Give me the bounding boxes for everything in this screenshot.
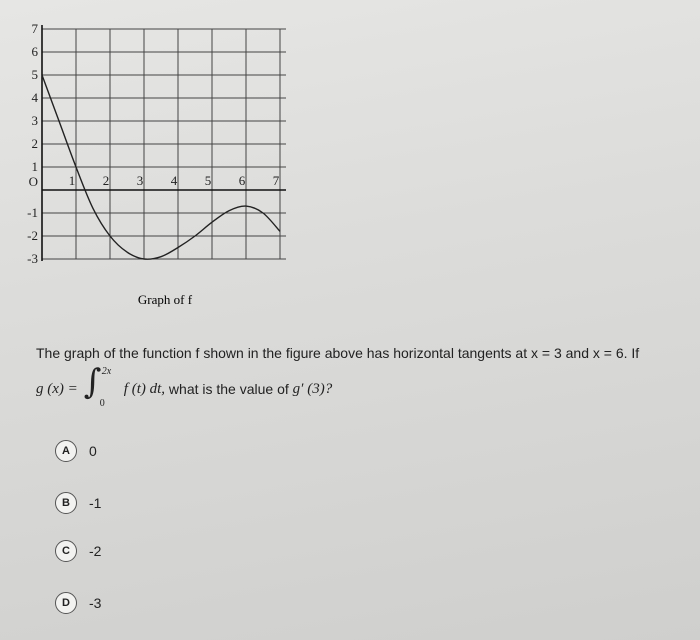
- choice-a[interactable]: [55, 440, 97, 462]
- choice-c[interactable]: [55, 540, 101, 562]
- g-prime: g′ (3)?: [292, 380, 333, 397]
- x-tick-label: 3: [136, 173, 144, 188]
- x-tick-label: 6: [238, 173, 246, 188]
- x-tick-label: 4: [170, 173, 178, 188]
- choice-d[interactable]: [55, 592, 101, 614]
- x-tick-label: 7: [272, 173, 280, 188]
- choice-letter: A: [55, 440, 77, 462]
- x-tick-label: 5: [204, 173, 212, 188]
- question-text: The graph of the function f shown in the figure above has horizontal tangents at x = 3 and x = 6. If: [36, 345, 640, 361]
- prompt-text: what is the value of: [168, 381, 289, 397]
- y-tick-label: 4: [31, 90, 38, 105]
- choice-text: -3: [89, 595, 102, 611]
- x-tick-label: 2: [102, 173, 110, 188]
- integral-lower-limit: 0: [99, 398, 105, 409]
- g-definition: g (x) =: [36, 380, 78, 397]
- integrand: f (t) dt,: [123, 380, 166, 397]
- choice-b[interactable]: [55, 492, 101, 514]
- y-tick-label: 2: [31, 136, 38, 151]
- x-tick-label: 1: [68, 173, 76, 188]
- integral-upper-limit: 2x: [101, 366, 112, 377]
- y-tick-label: O: [28, 174, 38, 189]
- y-tick-label: -3: [27, 251, 38, 266]
- y-tick-label: 3: [31, 113, 38, 128]
- integral-sign: ∫ 2x 0: [83, 362, 112, 409]
- choice-text: 0: [89, 443, 97, 459]
- y-tick-label: 7: [31, 21, 38, 36]
- y-tick-label: -1: [27, 205, 38, 220]
- choice-letter: D: [55, 592, 77, 614]
- choice-letter: B: [55, 492, 77, 514]
- y-tick-label: -2: [27, 228, 38, 243]
- chart-axes: [42, 25, 286, 261]
- choice-text: -1: [89, 495, 102, 511]
- choice-letter: C: [55, 540, 77, 562]
- chart-title: Graph of f: [137, 292, 193, 307]
- choice-text: -2: [89, 543, 102, 559]
- question-formula: [36, 362, 333, 412]
- chart-grid: [42, 29, 286, 259]
- y-tick-label: 6: [31, 44, 38, 59]
- y-tick-label: 1: [31, 159, 38, 174]
- graph-of-f: [20, 21, 295, 310]
- y-tick-label: 5: [31, 67, 38, 82]
